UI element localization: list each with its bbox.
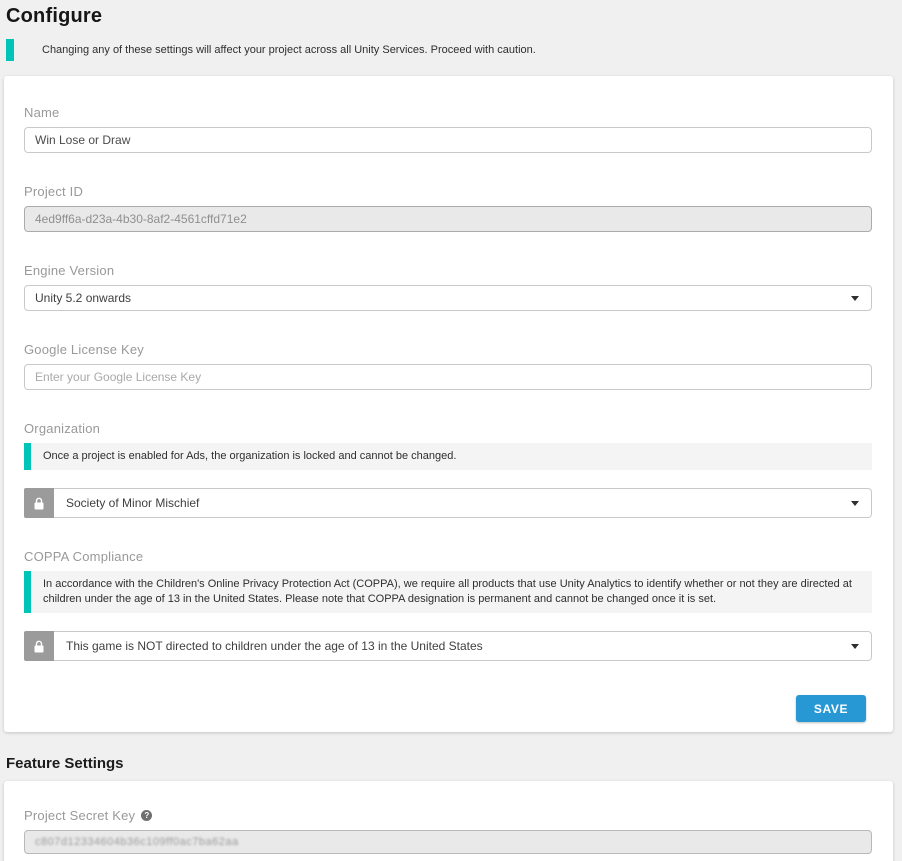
google-license-key-input[interactable] [24,364,872,390]
field-engine-version [24,263,872,311]
field-project-id [24,184,872,232]
organization-notice [24,443,872,470]
project-id-input [24,206,872,232]
help-icon[interactable]: ? [141,810,152,821]
field-organization [24,421,872,518]
coppa-select-value-box [54,631,872,661]
project-secret-key-input [24,830,872,854]
lock-icon [24,631,54,661]
lock-icon [24,488,54,518]
notice-accent-bar [24,571,31,613]
engine-version-select[interactable] [24,285,872,311]
coppa-notice-text: In accordance with the Children's Online Privacy Protection Act (COPPA), we require all products that use Unity Analytics to identify whether or not they are directed at children under the age of 13 in the United States. Please note that COPPA designation is permanent and cannot be changed once it is set. [43,578,852,605]
warning-accent-bar [6,39,14,61]
name-label: Name [24,105,60,120]
project-settings-card [4,76,893,732]
organization-label: Organization [24,421,101,436]
chevron-down-icon [851,501,859,506]
coppa-value: This game is NOT directed to children under the age of 13 in the United States [66,639,483,653]
feature-settings-heading: Feature Settings [6,755,124,772]
project-secret-key-value: c807d12334604b36c109ff0ac7ba62aa [35,836,239,848]
chevron-down-icon [851,644,859,649]
notice-accent-bar [24,443,31,470]
warning-text: Changing any of these settings will affect your project across all Unity Services. Proceed with caution. [42,44,536,56]
field-name [24,105,872,153]
organization-value: Society of Minor Mischief [66,496,200,510]
project-secret-key-label: Project Secret Key [24,808,136,823]
organization-select [24,488,872,518]
feature-settings-card [4,781,893,861]
page-title: Configure [6,5,103,27]
field-google-license-key [24,342,872,390]
field-coppa [24,549,872,661]
global-warning-banner [6,39,902,61]
project-id-label: Project ID [24,184,84,199]
google-license-key-label: Google License Key [24,342,144,357]
name-input[interactable] [24,127,872,153]
organization-notice-text: Once a project is enabled for Ads, the organization is locked and cannot be changed. [43,450,457,462]
engine-version-value: Unity 5.2 onwards [35,291,132,305]
save-row [24,695,872,722]
coppa-select [24,631,872,661]
save-button[interactable]: SAVE [796,695,866,722]
coppa-notice [24,571,872,613]
organization-select-value-box [54,488,872,518]
chevron-down-icon [851,296,859,301]
engine-version-label: Engine Version [24,263,115,278]
coppa-label: COPPA Compliance [24,549,144,564]
field-project-secret-key [24,808,872,854]
